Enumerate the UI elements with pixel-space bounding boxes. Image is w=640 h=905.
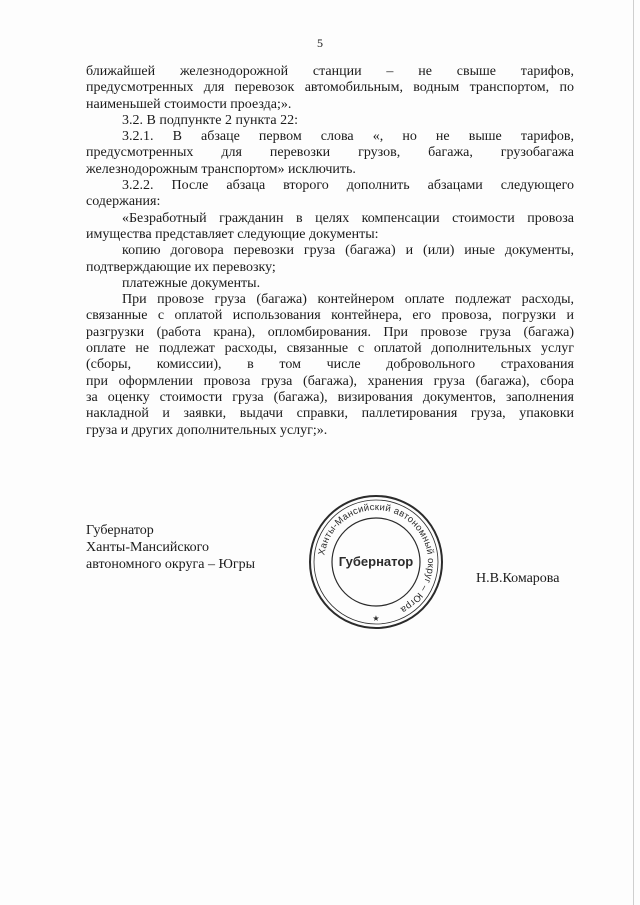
signatory-title-line: автономного округа – Югры [86,557,255,572]
text-line: при оформлении провоза груза (багажа), хранения груза (багажа), сбора [86,373,574,389]
scan-edge-line [633,0,634,905]
text-line: за оценку стоимости груза (багажа), визирования документов, заполнения [86,389,574,405]
text-line: груза и других дополнительных услуг;». [86,422,328,438]
text-line: предусмотренных для перевозки грузов, багажа, грузобагажа [86,145,574,161]
text-line: (сборы, комиссии), в том числе добровольного страхования [86,357,574,373]
signatory-name: Н.В.Комарова [476,571,560,586]
text-line: содержания: [86,194,161,210]
text-line: подтверждающие их перевозку; [86,259,276,275]
text-line: предусмотренных для перевозок автомобильным, водным транспортом, по [86,80,574,96]
text-line: платежные документы. [122,275,261,291]
document-body [86,64,574,439]
text-line: связанные с оплатой использования контейнера, его провоза, погрузки и [86,308,574,324]
signatory-title-line: Губернатор [86,523,154,538]
text-line: наименьшей стоимости проезда;». [86,96,292,112]
seal-center-text: Губернатор [338,554,414,569]
page-number: 5 [317,36,323,50]
text-line: имущества представляет следующие документы: [86,226,379,242]
text-line: разгрузки (работа крана), опломбирования. При провозе груза (багажа) [86,324,574,340]
subsection-heading: 3.2. В подпункте 2 пункта 22: [122,112,298,128]
text-line: копию договора перевозки груза (багажа) и (или) иные документы, [122,243,574,259]
text-line: ближайшей железнодорожной станции – не свыше тарифов, [86,64,574,79]
seal-ring-text: Ханты-Мансийский автономный округ – Югра [316,501,437,616]
signatory-title [86,522,255,573]
seal-star-icon: ★ [372,614,380,623]
text-line: 3.2.1. В абзаце первом слова «, но не выше тарифов, [122,129,574,145]
official-seal-stamp [306,492,446,632]
text-line: «Безработный гражданин в целях компенсации стоимости провоза [122,210,574,226]
text-line: железнодорожным транспортом» исключить. [86,161,356,177]
text-line: накладной и заявки, выдачи справки, паллетирования груза, упаковки [86,406,574,422]
text-line: оплате не подлежат расходы, связанные с оплатой дополнительных услуг [86,341,574,357]
text-line: 3.2.2. После абзаца второго дополнить абзацами следующего [122,178,574,194]
signatory-title-line: Ханты-Мансийского [86,540,210,555]
text-line: При провозе груза (багажа) контейнером оплате подлежат расходы, [122,292,574,308]
